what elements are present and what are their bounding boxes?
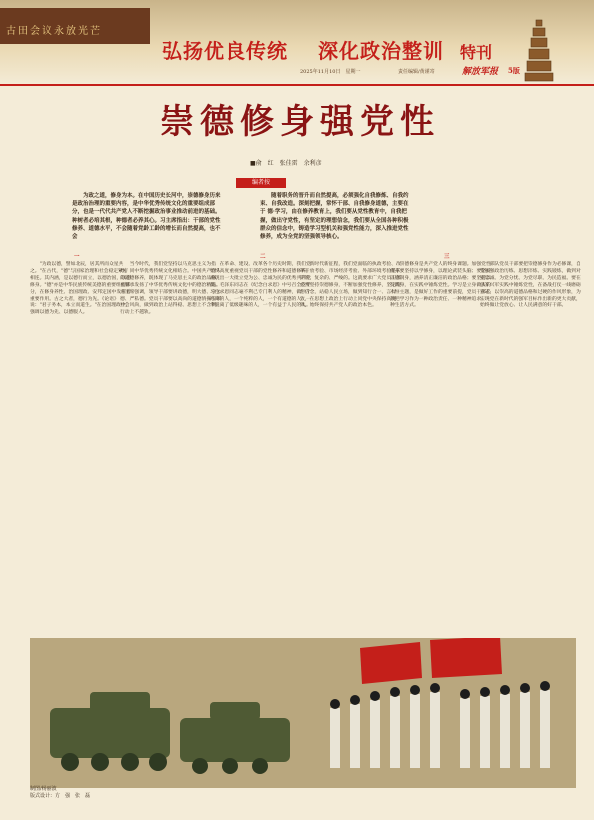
column-2-text: 当今时代，我们党坚持以马克思主义为指导，同中华优秀传统文化相结合。中国共产党人的道德修养，既体现了马克思主义的政治品格，也继承发扬了中华优秀传统文化中的德治精髓。习主席强调，领导干部要讲政德，明大德、守公德、严私德。党员干部要以高尚的道德情操引领社会风尚，做到政治上站得稳、思想上不含糊、行动上不越轨。	[120, 262, 221, 316]
article-column-5	[390, 262, 492, 310]
section-heading-2: 二	[260, 254, 266, 260]
slogan-left: 弘扬优良传统	[162, 39, 288, 63]
layout-credit: 版式设计：方 强 张 磊	[30, 793, 91, 799]
editor-note-tag: 编者按	[236, 178, 286, 188]
article-column-6	[480, 262, 582, 310]
parade-illustration	[30, 638, 576, 788]
article-column-4	[300, 262, 402, 310]
article-column-2	[120, 262, 222, 317]
page-title: 崇德修身强党性	[160, 102, 440, 142]
article-column-1	[30, 262, 132, 317]
footer-credits	[30, 786, 90, 800]
column-3-text: 在革命、建设、改革各个历史时期，我们党始终高度重视党员干部的党性修养和道德修养，涌现出一大批立党为公、忠诚为民的优秀共产党员。毛泽东同志在《纪念白求恩》中号召全党学习白求恩同志毫不利己专门利人的精神，做一个高尚的人，一个纯粹的人，一个有道德的人，一个脱离了低级趣味的人，一个有益于人民的人。	[210, 262, 311, 309]
slogan-right: 深化政治整训	[318, 39, 444, 63]
photo-caption: 制图/杨丽波	[30, 786, 57, 792]
duty-editor: 责任编辑/黄谨寄	[398, 69, 435, 75]
column-6-text: 部队党员干部要把崇德修身作为必修课，自觉加强政治历练、思想淬炼、实践锻炼，做到对党忠诚、为党分忧、为党尽职、为民造福。要在强军兴军实践中锤炼党性，在备战打仗一线磨砺意志，以崇高的道德品格和过硬的作风形象，为实现党在新时代的强军目标作出新的更大贡献，始终做让党放心、让人民满意的好干部。	[480, 262, 581, 309]
byline: ■俞 红 张佳雷 余利彦	[250, 160, 322, 167]
section-heading-3: 三	[444, 254, 450, 260]
editor-note-left-text: 为政之道，修身为本。在中国历史长河中，崇德修身历来是政治治理的重要内容，是中华优秀传统文化的重要组成部分，也是一代代共产党人不断挖掘政治事业推动前进的基础。 种树者必培其根，种德者必养其心。习主席指出：干部的党性修养、道德水平，不会随着党龄工龄的增长而自然提高，也不会	[72, 193, 229, 241]
section-heading-1: 一	[74, 254, 80, 260]
gutian-gate-image	[0, 8, 150, 44]
column-5-text: 崇德修身是共产党人的终身课题。加强党性修养要坚持以学修身，以理论武装头脑；要坚持以德润身，涵养清正廉洁的政治品格；要坚持以行践身，在实践中锤炼党性。学习是立身做人的永恒主题，是做好工作的重要前提，党员干部必须把学习作为一种政治责任、一种精神追求、一种生活方式。	[390, 262, 491, 309]
gate-sign: 古田会议永放光芒	[6, 26, 102, 37]
column-1-text: "为政以德，譬如北辰，居其所而众星共之。"在古代，"德"与国家治理和社会稳定紧密相连。其内涵，是以德行而立，以德治国，以德修身。"德"亦是中华民族传统美德的重要组成部分，在修身养性、治国理政、安邦定国中发挥着重要作用。古之大者，德行为先。《论语》说："君子务本，本立而道生。"在治国理政中，强调以德为先、以德服人。	[30, 262, 131, 316]
masthead-banner	[0, 0, 594, 86]
article-column-3	[210, 262, 312, 310]
page-number: 5版	[508, 66, 520, 75]
column-4-text: 新时代新征程，我们党面临的执政考验、改革开放考验、市场经济考验、外部环境考验是长期的、复杂的、严峻的。这就要求广大党员干部必须坚持崇德修身，不断加强党性修养，坚定理想信念，站稳人民立场，做到知行合一、言行一致，在思想上政治上行动上同党中央保持高度一致，始终保持共产党人的政治本色。	[300, 262, 401, 309]
masthead-rule	[0, 84, 594, 86]
editor-note-right-text: 随着职务的晋升而自然提高，必须强化自我修炼、自我约束、自我改造。深刻把握，常怀干部、自我修身道德，主要在于 德·学习，由在修养教育上，我们要从党性教育中，自我把握，做出守党性，有坚定的理想信念，我们要从全国各种积极群众的信念中，铸造学习型机关和强党性能力，深入推进党性修养，成为全党的坚强领导核心。	[260, 193, 409, 241]
pagoda-icon	[520, 18, 558, 82]
editor-note-left	[72, 192, 229, 243]
newspaper-logo: 解放军报	[462, 67, 499, 77]
special-label: 特刊	[460, 43, 493, 62]
issue-date: 2025年11月10日 星期一	[300, 69, 361, 75]
parade-photo	[30, 638, 576, 788]
article-body	[30, 254, 581, 702]
editor-note-right	[260, 192, 412, 243]
